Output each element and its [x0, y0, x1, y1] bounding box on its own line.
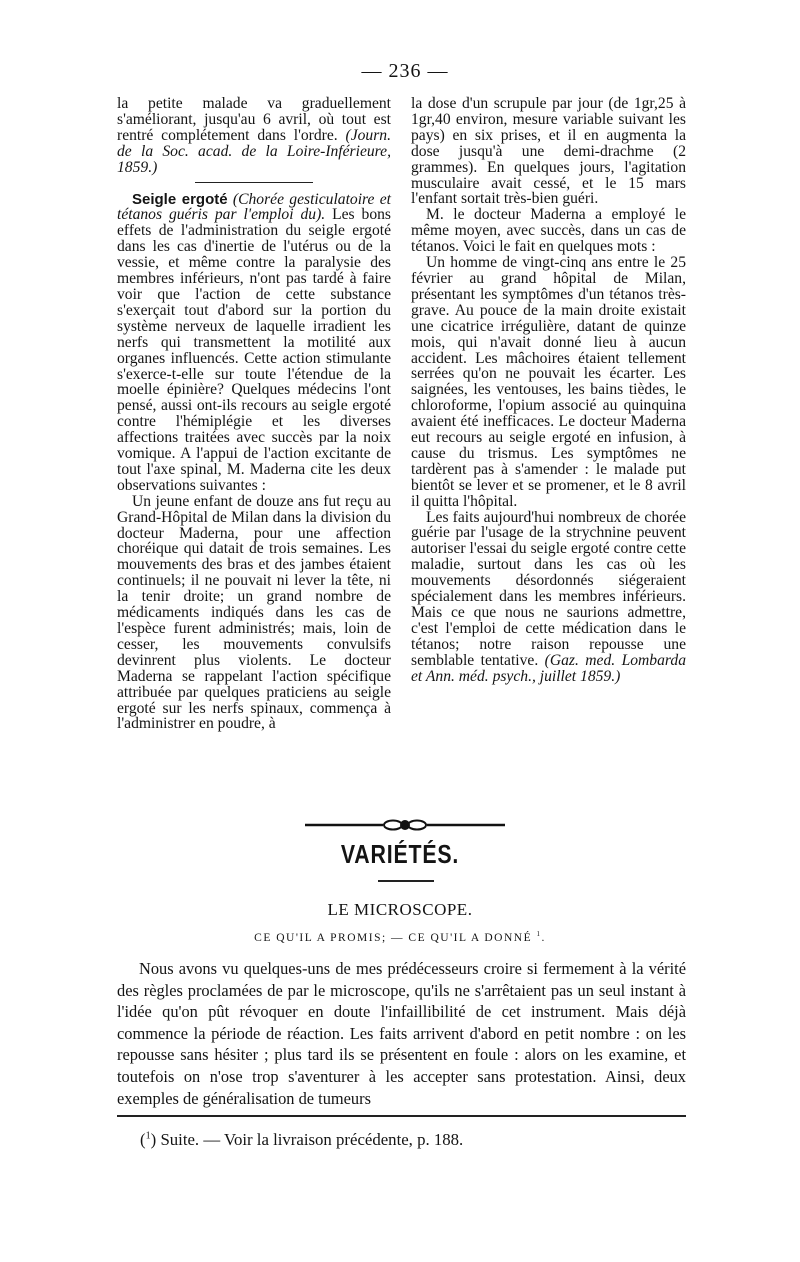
article-subtitle-text: CE QU'IL A PROMIS; — CE QU'IL A DONNÉ [254, 932, 533, 944]
left-paragraph-1 [117, 96, 391, 176]
article-subtitle: CE QU'IL A PROMIS; — CE QU'IL A DONNÉ $^1$. [254, 931, 546, 944]
article-body-paragraph: Nous avons vu quelques-uns de mes prédécesseurs croire si fermement à la vérité des règles proclamées de par le microscope, qu'ils ne s'arrêtaient pas un seul instant à l'idée qu'on pût révoquer en doute l'infaillibilité de cet instrument. Mais déjà commence la période de réaction. Les faits arrivent d'abord en petit nombre : on les repousse sans hésiter ; plus tard ils se présentent en foule : alors on les examine, et toutefois on n'ose trop s'aventurer à les accepter sans protestation. Ainsi, deux exemples de généralisation de tumeurs [117, 959, 686, 1108]
article-lead-seigle-ergote: Seigle ergoté [132, 190, 228, 208]
section-ornament [305, 818, 505, 832]
right-paragraph-4 [411, 510, 686, 685]
page-number: — 236 — [361, 60, 449, 82]
left-column [117, 96, 391, 732]
section-title: VARIÉTÉS. [340, 839, 460, 869]
footnote-text: Suite. — Voir la livraison précédente, p. 188. [160, 1130, 464, 1149]
footnote-mark: 1 [145, 1130, 151, 1142]
right-paragraph-1: la dose d'un scrupule par jour (de 1gr,25 à 1gr,40 environ, mesure variable suivant les pays) en six prises, et il en augmenta la dose jusqu'à une demi-drachme (2 grammes). En quelques jours, l'agitation musculaire avait cessé, et le 15 mars l'enfant sortait très-bien guéri. [411, 95, 686, 208]
footnote-rule [117, 1115, 686, 1117]
left-paragraph-1-text: la petite malade va graduellement s'améliorant, jusqu'au 6 avril, où tout est rentré complétement dans l'ordre. [117, 95, 391, 144]
right-column [411, 96, 686, 685]
right-paragraph-3: Un homme de vingt-cinq ans entre le 25 février au grand hôpital de Milan, présentant les symptômes d'un tétanos très-grave. Au pouce de la main droite existait une cicatrice irrégulière, datant de quinze mois, qui n'avait donné lieu à aucun accident. Les mâchoires étaient tellement serrées qu'on ne pouvait les écarter. Les saignées, les ventouses, les bains tièdes, le chloroforme, l'opium associé au quinquina avaient été inefficaces. Le docteur Maderna eut recours au seigle ergoté en infusion, à cause du trismus. Les symptômes ne tardèrent pas à s'amender : le malade put bientôt se lever et se promener, et le 8 avril il quitta l'hôpital. [411, 254, 686, 510]
left-paragraph-3: Un jeune enfant de douze ans fut reçu au Grand-Hôpital de Milan dans la division du docteur Maderna, pour une affection choréique qui datait de trois semaines. Les mouvements des bras et des jambes étaient continuels; il ne pouvait ni lever la tête, ni la tenir droite; un grand nombre de médicaments indiqués dans les cas de l'espèce furent administrés; mais, loin de cesser, les mouvements convulsifs devinrent plus violents. Le docteur Maderna se rappelant l'action spécifique attribuée par quelques praticiens au seigle ergoté sur les nerfs spinaux, commença à l'administrer en poudre, à [117, 492, 391, 733]
right-paragraph-2: M. le docteur Maderna a employé le même moyen, avec succès, dans un cas de tétanos. Voici le fait en quelques mots : [411, 206, 686, 256]
left-paragraph-2-text: Les bons effets de l'administration du seigle ergoté dans les cas d'inertie de l'utérus ou de la vessie, et même contre la paralysie des membres inférieurs, n'ont pas tardé à faire voir que l'action de cette substance s'exerçait tout d'abord sur la portion du système nerveux de laquelle irradient les nerfs qui transmettent la motilité aux organes influencés. Cette action stimulante s'exerce-t-elle sur toute l'étendue de la moelle épinière? Quelques médecins l'ont pensé, aussi ont-ils recours au seigle ergoté contre l'hémiplégie et les diverses affections traitées avec succès par la noix vomique. A l'appui de l'action excitante de tout l'axe spinal, M. Maderna cite les deux observations suivantes : [117, 206, 391, 494]
right-citation-4: (Gaz. med. Lombarda et Ann. méd. psych., juillet 1859.) [411, 651, 686, 685]
title-rule [378, 880, 434, 882]
footnote: ($^1$) Suite. — Voir la livraison précédente, p. 188. [140, 1130, 464, 1149]
left-paragraph-2 [117, 192, 391, 494]
article-title: LE MICROSCOPE. [327, 900, 473, 919]
footnote-reference: 1 [536, 931, 542, 939]
right-paragraph-4-text: Les faits aujourd'hui nombreux de chorée guérie par l'usage de la strychnine peuvent autoriser l'essai du seigle ergoté contre cette maladie, surtout dans les cas où les mouvements désordonnés siégeraient spécialement dans les membres inférieurs. Mais ce que nous ne saurions admettre, c'est l'emploi de cette médication dans le tétanos; notre raison repousse une semblable tentative. [411, 508, 686, 669]
article-lead-subtitle: (Chorée gesticulatoire et tétanos guéris par l'emploi du). [117, 190, 391, 224]
separator-rule [195, 182, 313, 183]
article-body [117, 958, 686, 1109]
left-citation-1: (Journ. de la Soc. acad. de la Loire-Inférieure, 1859.) [117, 126, 391, 176]
